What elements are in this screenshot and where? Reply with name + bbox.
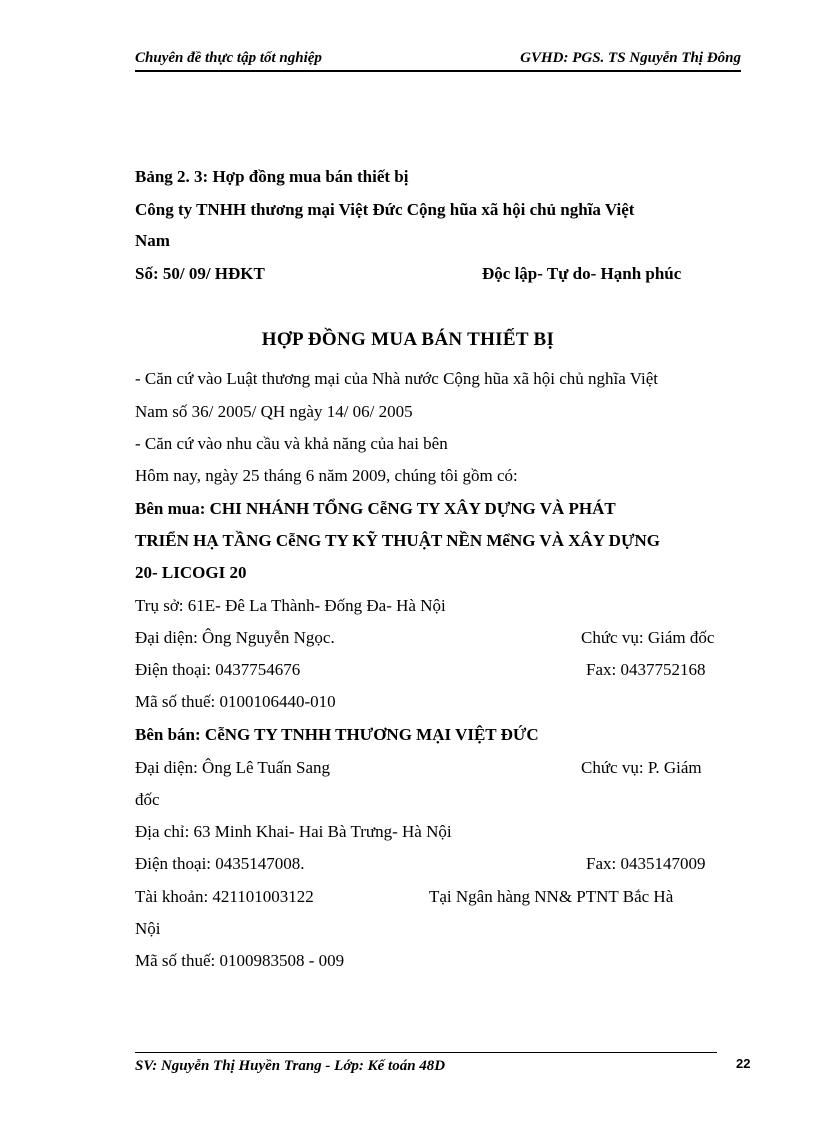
page-header: [135, 48, 741, 72]
seller-account-row: [135, 887, 741, 907]
buyer-position: Chức vụ: Giám đốc: [581, 628, 715, 647]
buyer-label: Bên mua:: [135, 499, 206, 518]
buyer-phone-row: [135, 660, 741, 680]
seller-label: Bên bán:: [135, 725, 201, 744]
header-right-text: GVHD: PGS. TS Nguyễn Thị Đông: [520, 50, 741, 66]
basis-line-4: Hôm nay, ngày 25 tháng 6 năm 2009, chúng tôi gồm có:: [135, 466, 518, 485]
buyer-representative: Đại diện: Ông Nguyễn Ngọc.: [135, 628, 335, 647]
basis-line-2: Nam số 36/ 2005/ QH ngày 14/ 06/ 2005: [135, 402, 413, 421]
seller-position-cont: đốc: [135, 790, 160, 809]
seller-phone: Điện thoại: 0435147008.: [135, 854, 305, 873]
buyer-name-line-3: 20- LICOGI 20: [135, 563, 247, 582]
buyer-phone: Điện thoại: 0437754676: [135, 660, 301, 679]
buyer-representative-row: [135, 628, 741, 648]
footer-text: SV: Nguyễn Thị Huyền Trang - Lớp: Kế toán 48D: [135, 1058, 446, 1074]
seller-fax: Fax: 0435147009: [586, 854, 706, 873]
table-caption: Bảng 2. 3: Hợp đồng mua bán thiết bị: [135, 167, 409, 186]
seller-tax-code: Mã số thuế: 0100983508 - 009: [135, 951, 345, 970]
seller-account: Tài khoản: 421101003122: [135, 887, 314, 906]
contract-title: HỢP ĐỒNG MUA BÁN THIẾT BỊ: [261, 329, 555, 350]
seller-name-row: [135, 725, 741, 745]
buyer-name-line-2: TRIỂN HẠ TẦNG CễNG TY KỸ THUẬT NỀN MểNG VÀ XÂY DỰNG: [135, 531, 660, 550]
seller-bank: Tại Ngân hàng NN& PTNT Bắc Hà: [429, 887, 674, 906]
seller-name: CễNG TY TNHH THƯƠNG MẠI VIỆT ĐỨC: [204, 725, 539, 744]
footer-divider: [135, 1052, 717, 1053]
seller-bank-cont: Nội: [135, 919, 161, 938]
basis-line-3: - Căn cứ vào nhu cầu và khả năng của hai bên: [135, 434, 448, 453]
contract-number-row: [135, 264, 741, 284]
seller-representative: Đại diện: Ông Lê Tuấn Sang: [135, 758, 331, 777]
buyer-fax: Fax: 0437752168: [586, 660, 706, 679]
seller-address: Địa chỉ: 63 Minh Khai- Hai Bà Trưng- Hà Nội: [135, 822, 452, 841]
buyer-name-row-1: [135, 499, 741, 519]
seller-phone-row: [135, 854, 741, 874]
buyer-address: Trụ sở: 61E- Đê La Thành- Đống Đa- Hà Nội: [135, 596, 446, 615]
buyer-tax-code: Mã số thuế: 0100106440-010: [135, 692, 336, 711]
company-line-2: Nam: [135, 231, 170, 250]
buyer-name-line-1: CHI NHÁNH TỔNG CễNG TY XÂY DỰNG VÀ PHÁT: [209, 499, 616, 518]
company-line-1: Công ty TNHH thương mại Việt Đức Cộng hũa xã hội chủ nghĩa Việt: [135, 200, 635, 219]
page-number: 22: [736, 1056, 751, 1071]
motto: Độc lập- Tự do- Hạnh phúc: [482, 264, 682, 283]
basis-line-1: - Căn cứ vào Luật thương mại của Nhà nước Cộng hũa xã hội chủ nghĩa Việt: [135, 369, 658, 388]
seller-position: Chức vụ: P. Giám: [581, 758, 702, 777]
seller-representative-row: [135, 758, 741, 778]
header-left-text: Chuyên đề thực tập tốt nghiệp: [135, 50, 322, 66]
contract-number: Số: 50/ 09/ HĐKT: [135, 264, 265, 283]
